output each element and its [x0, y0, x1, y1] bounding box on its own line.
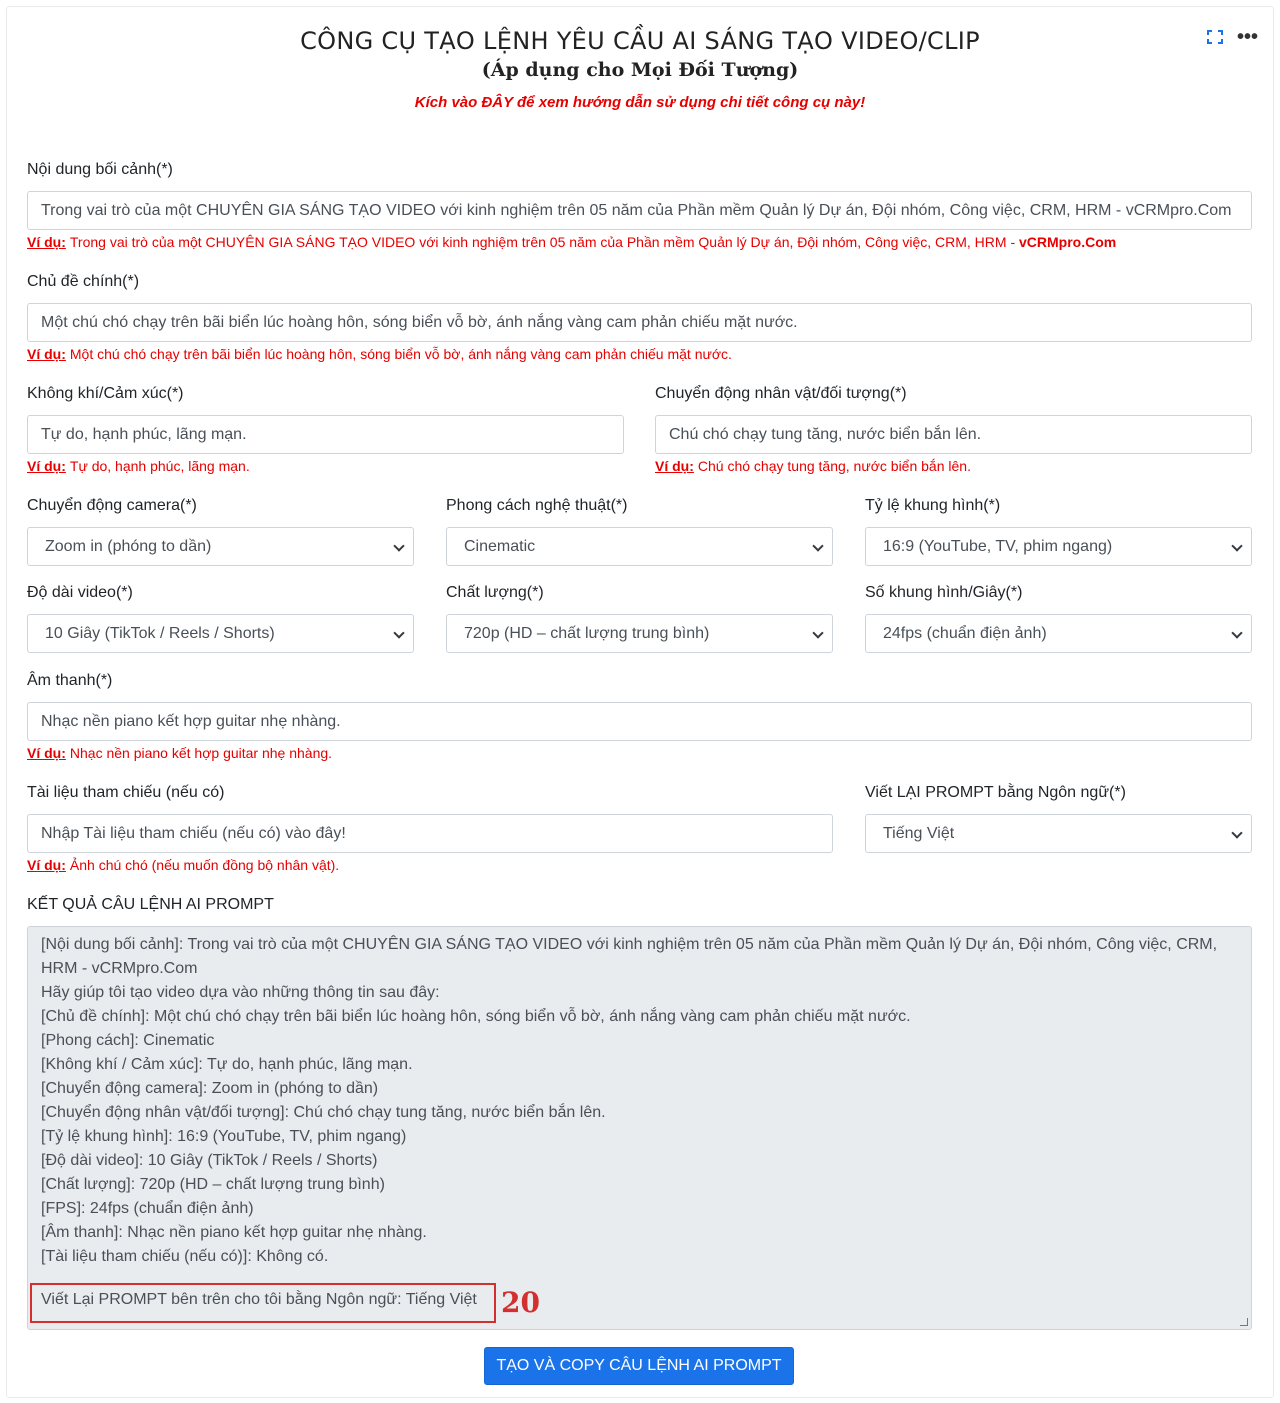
annotation-number: 20: [501, 1286, 540, 1319]
chevron-down-icon: [1231, 627, 1242, 638]
guide-link[interactable]: Kích vào ĐÂY để xem hướng dẫn sử dụng chi tiết công cụ này!: [414, 94, 866, 111]
page-subtitle: (Áp dụng cho Mọi Đối Tượng): [481, 59, 799, 81]
ratio-select[interactable]: 16:9 (YouTube, TV, phim ngang): [865, 527, 1252, 566]
motion-input[interactable]: Chú chó chạy tung tăng, nước biển bắn lên.: [655, 415, 1252, 454]
language-select[interactable]: Tiếng Việt: [865, 814, 1252, 853]
context-hint: Ví dụ: Trong vai trò của một CHUYÊN GIA SÁNG TẠO VIDEO với kinh nghiệm trên 05 năm của Phần mềm Quản lý Dự án, Đội nhóm, Công việc, CRM, HRM - vCRMpro.Com: [27, 234, 1117, 250]
topic-hint: Ví dụ: Một chú chó chạy trên bãi biển lúc hoàng hôn, sóng biển vỗ bờ, ánh nắng vàng cam phản chiếu mặt nước.: [27, 346, 732, 362]
chevron-down-icon: [393, 627, 404, 638]
quality-label: Chất lượng(*): [446, 584, 544, 601]
result-label: KẾT QUẢ CÂU LỆNH AI PROMPT: [27, 896, 274, 913]
mood-input[interactable]: Tự do, hạnh phúc, lãng mạn.: [27, 415, 624, 454]
page-title: CÔNG CỤ TẠO LỆNH YÊU CẦU AI SÁNG TẠO VIDEO/CLIP: [300, 27, 980, 55]
result-textarea[interactable]: [Nội dung bối cảnh]: Trong vai trò của một CHUYÊN GIA SÁNG TẠO VIDEO với kinh nghiệm trên 05 năm của Phần mềm Quản lý Dự án, Đội nhóm, Công việc, CRM, HRM - vCRMpro.Com Hãy giúp tôi tạo video dựa vào những thông tin sau đây: [Chủ đề chính]: Một chú chó chạy trên bãi biển lúc hoàng hôn, sóng biển vỗ bờ, ánh nắng vàng cam phản chiếu mặt nước. [Phong cách]: Cinematic [Không khí / Cảm xúc]: Tự do, hạnh phúc, lãng mạn. [Chuyển động camera]: Zoom in (phóng to dần) [Chuyển động nhân vật/đối tượng]: Chú chó chạy tung tăng, nước biển bắn lên. [Tỷ lệ khung hình]: 16:9 (YouTube, TV, phim ngang) [Độ dài video]: 10 Giây (TikTok / Reels / Shorts) [Chất lượng]: 720p (HD – chất lượng trung bình) [FPS]: 24fps (chuẩn điện ảnh) [Âm thanh]: Nhạc nền piano kết hợp guitar nhẹ nhàng. [Tài liệu tham chiếu (nếu có)]: Không có.: [27, 926, 1252, 1330]
chevron-down-icon: [393, 540, 404, 551]
mood-hint: Ví dụ: Tự do, hạnh phúc, lãng mạn.: [27, 458, 250, 474]
fps-label: Số khung hình/Giây(*): [865, 584, 1023, 601]
mood-label: Không khí/Cảm xúc(*): [27, 385, 184, 402]
sound-hint: Ví dụ: Nhạc nền piano kết hợp guitar nhẹ nhàng.: [27, 745, 333, 761]
chevron-down-icon: [812, 540, 823, 551]
motion-hint: Ví dụ: Chú chó chạy tung tăng, nước biển bắn lên.: [655, 458, 971, 474]
camera-select[interactable]: Zoom in (phóng to dần): [27, 527, 414, 566]
camera-label: Chuyển động camera(*): [27, 497, 197, 514]
sound-label: Âm thanh(*): [27, 672, 113, 689]
reference-input[interactable]: Nhập Tài liệu tham chiếu (nếu có) vào đây!: [27, 814, 833, 853]
duration-select[interactable]: 10 Giây (TikTok / Reels / Shorts): [27, 614, 414, 653]
ratio-label: Tỷ lệ khung hình(*): [865, 497, 1001, 514]
context-label: Nội dung bối cảnh(*): [27, 161, 173, 178]
topic-label: Chủ đề chính(*): [27, 273, 140, 290]
chevron-down-icon: [1231, 827, 1242, 838]
duration-label: Độ dài video(*): [27, 584, 133, 601]
context-input[interactable]: Trong vai trò của một CHUYÊN GIA SÁNG TẠO VIDEO với kinh nghiệm trên 05 năm của Phần mềm Quản lý Dự án, Đội nhóm, Công việc, CRM, HRM - vCRMpro.Com: [27, 191, 1252, 230]
chevron-down-icon: [812, 627, 823, 638]
result-final-line: Viết Lại PROMPT bên trên cho tôi bằng Ngôn ngữ: Tiếng Việt: [41, 1291, 477, 1308]
style-label: Phong cách nghệ thuật(*): [446, 497, 628, 514]
resize-handle-icon[interactable]: [1240, 1318, 1248, 1326]
generate-copy-button[interactable]: TẠO VÀ COPY CÂU LỆNH AI PROMPT: [484, 1347, 794, 1385]
style-select[interactable]: Cinematic: [446, 527, 833, 566]
chevron-down-icon: [1231, 540, 1242, 551]
language-label: Viết LẠI PROMPT bằng Ngôn ngữ(*): [865, 784, 1126, 801]
quality-select[interactable]: 720p (HD – chất lượng trung bình): [446, 614, 833, 653]
fps-select[interactable]: 24fps (chuẩn điện ảnh): [865, 614, 1252, 653]
motion-label: Chuyển động nhân vật/đối tượng(*): [655, 385, 907, 402]
topic-input[interactable]: Một chú chó chạy trên bãi biển lúc hoàng hôn, sóng biển vỗ bờ, ánh nắng vàng cam phản chiếu mặt nước.: [27, 303, 1252, 342]
more-options-icon[interactable]: •••: [1236, 26, 1258, 48]
sound-input[interactable]: Nhạc nền piano kết hợp guitar nhẹ nhàng.: [27, 702, 1252, 741]
reference-label: Tài liệu tham chiếu (nếu có): [27, 784, 225, 801]
reference-hint: Ví dụ: Ảnh chú chó (nếu muốn đồng bộ nhân vật).: [27, 857, 340, 873]
